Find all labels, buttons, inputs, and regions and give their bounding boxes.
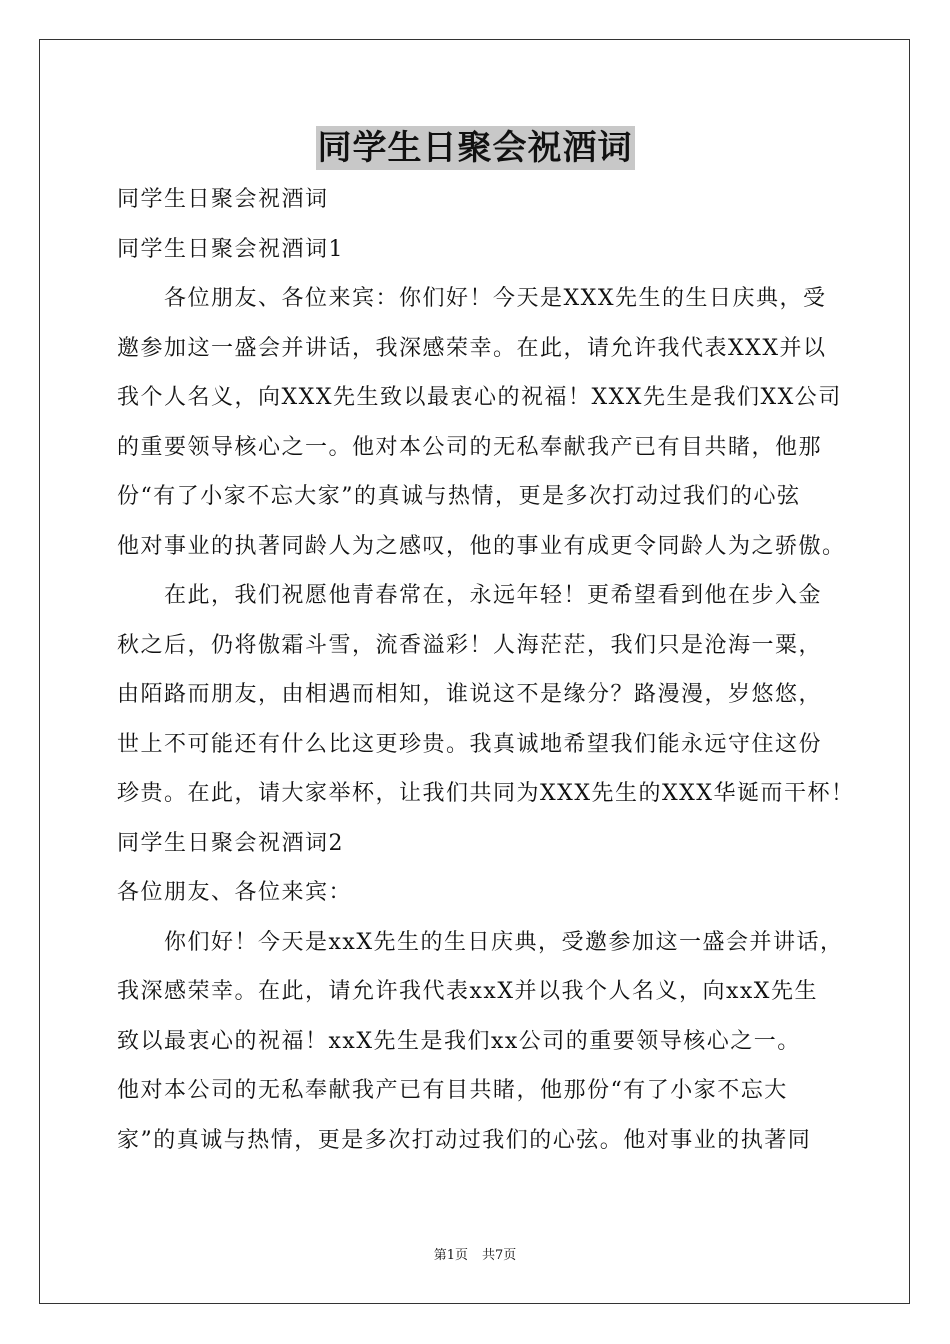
- page-footer: [0, 1247, 950, 1265]
- text-line: 我个人名义，向XXX先生致以最衷心的祝福！XXX先生是我们XX公司: [117, 385, 842, 410]
- text-line: 份“有了小家不忘大家”的真诚与热情，更是多次打动过我们的心弦: [117, 484, 801, 509]
- text-line: 世上不可能还有什么比这更珍贵。我真诚地希望我们能永远守住这份: [117, 731, 823, 757]
- text-line: 我深感荣幸。在此，请允许我代表xxX并以我个人名义，向xxX先生: [117, 979, 818, 1004]
- text-line: 的重要领导核心之一。他对本公司的无私奉献我产已有目共睹，他那: [117, 434, 823, 460]
- document-title: [0, 126, 950, 170]
- document-body: [117, 175, 855, 1165]
- text-line: 你们好！今天是xxX先生的生日庆典，受邀参加这一盛会并讲话，: [164, 929, 844, 955]
- text-line: 同学生日聚会祝酒词1: [117, 236, 344, 262]
- text-line: 家”的真诚与热情，更是多次打动过我们的心弦。他对事业的执著同: [117, 1127, 812, 1153]
- text-line: 珍贵。在此，请大家举杯，让我们共同为XXX先生的XXX华诞而干杯！: [117, 781, 855, 806]
- document-title-text: 同学生日聚会祝酒词: [317, 128, 633, 168]
- text-line: 秋之后，仍将傲霜斗雪，流香溢彩！人海茫茫，我们只是沧海一粟，: [117, 632, 823, 658]
- text-line: 他对事业的执著同龄人为之感叹，他的事业有成更令同龄人为之骄傲。: [117, 533, 846, 559]
- text-line: 邀参加这一盛会并讲话，我深感荣幸。在此，请允许我代表XXX并以: [117, 335, 827, 361]
- page-number-total: 共7页: [482, 1248, 517, 1263]
- text-line: 同学生日聚会祝酒词2: [117, 830, 344, 856]
- text-line: 他对本公司的无私奉献我产已有目共睹，他那份“有了小家不忘大: [117, 1078, 788, 1103]
- text-line: 各位朋友、各位来宾：: [117, 880, 353, 905]
- text-line: 在此，我们祝愿他青春常在，永远年轻！更希望看到他在步入金: [164, 583, 823, 608]
- text-line: 致以最衷心的祝福！xxX先生是我们xx公司的重要领导核心之一。: [117, 1028, 801, 1054]
- page-number-current: 第1页: [433, 1248, 468, 1263]
- text-line: 各位朋友、各位来宾：你们好！今天是XXX先生的生日庆典，受: [164, 286, 827, 311]
- text-line: 由陌路而朋友，由相遇而相知，谁说这不是缘分？路漫漫，岁悠悠，: [117, 682, 823, 707]
- text-line: 同学生日聚会祝酒词: [117, 187, 329, 212]
